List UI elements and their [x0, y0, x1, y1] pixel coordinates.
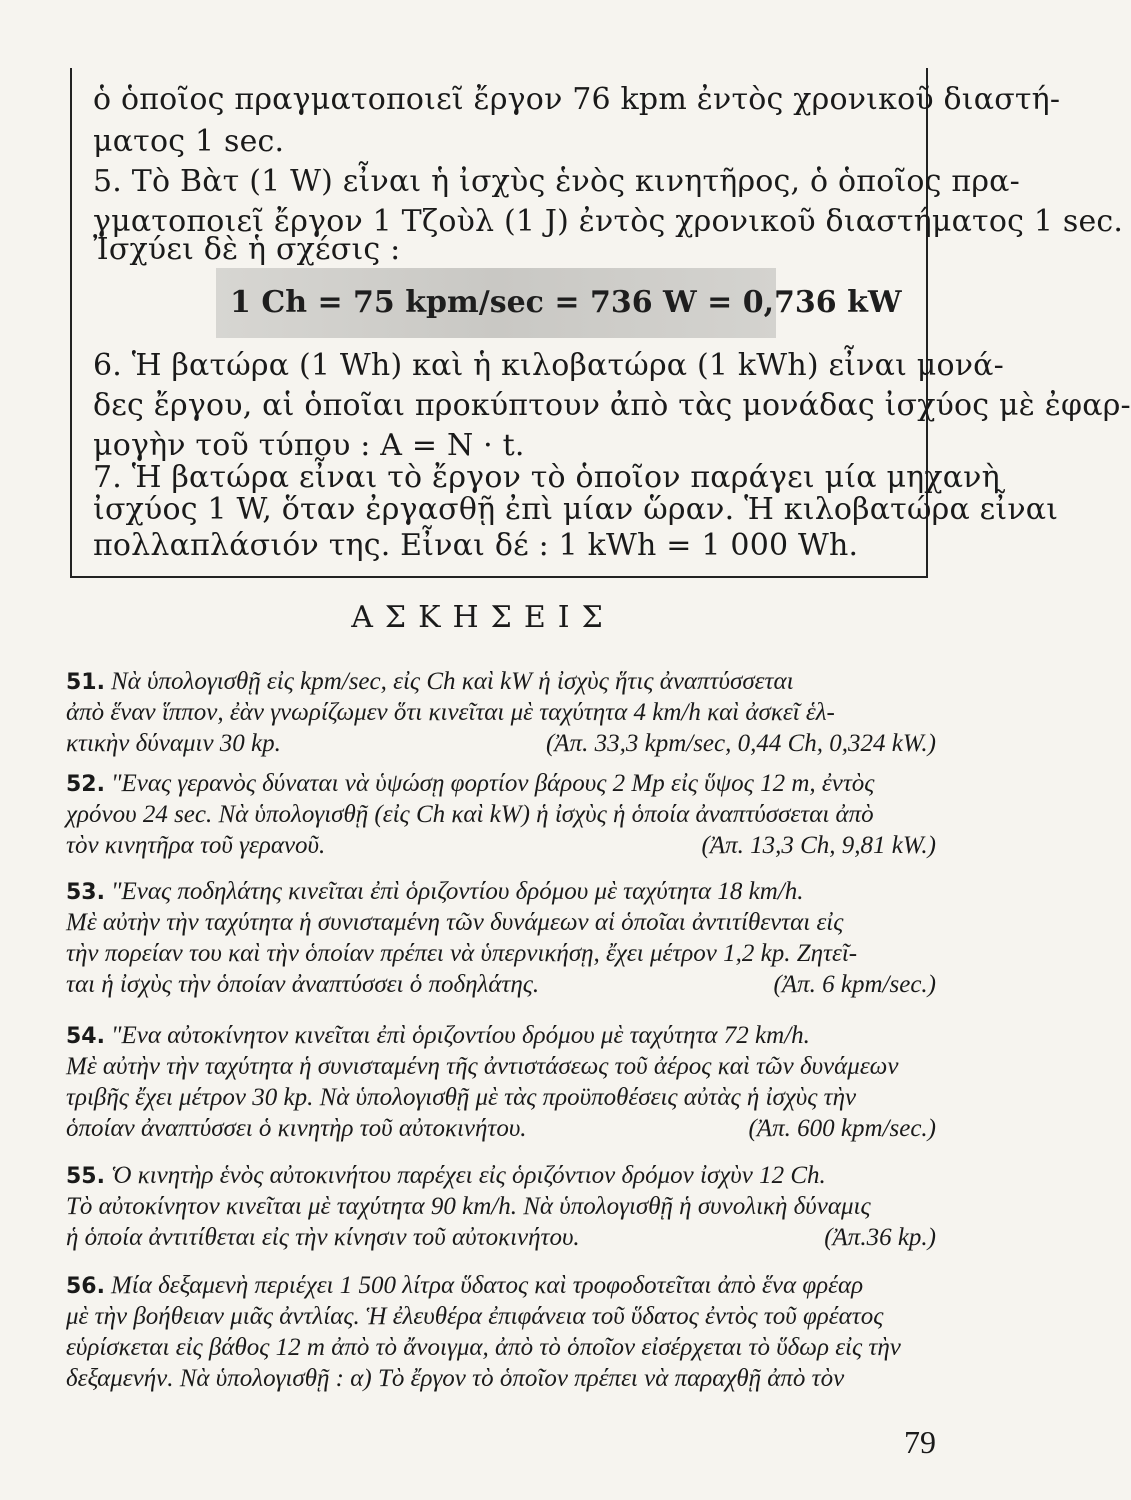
box-line: πολλαπλάσιόν της. Εἶναι δέ : 1 kWh = 1 000 Wh.: [93, 528, 859, 563]
exercise-text: δεξαμενήν. Νὰ ὑπολογισθῇ : α) Τὸ ἔργον τὸ ὁποῖον πρέπει νὰ παραχθῇ ἀπὸ τὸν: [66, 1365, 845, 1392]
exercise-number: 54.: [66, 1024, 105, 1049]
exercise-56: [66, 1270, 936, 1394]
box-line: 6. Ἡ βατώρα (1 Wh) καὶ ἡ κιλοβατώρα (1 kWh) εἶναι μονά-: [93, 348, 1004, 383]
exercise-53: [66, 876, 936, 1000]
exercise-text: Νὰ ὑπολογισθῇ εἰς kpm/sec, εἰς Ch καὶ kW ἡ ἰσχὺς ἥτις ἀναπτύσσεται: [110, 668, 794, 695]
exercise-text: μὲ τὴν βοήθειαν μιᾶς ἀντλίας. Ἡ ἐλευθέρα ἐπιφάνεια τοῦ ὕδατος ἐντὸς τοῦ φρέατος: [66, 1303, 884, 1330]
exercise-text: ται ἡ ἰσχὺς τὴν ὁποίαν ἀναπτύσσει ὁ ποδηλάτης.: [66, 971, 540, 998]
box-line: 5. Τὸ Βὰτ (1 W) εἶναι ἡ ἰσχὺς ἑνὸς κινητῆρος, ὁ ὁποῖος πρα-: [93, 164, 1020, 199]
exercise-text: τριβῆς ἔχει μέτρον 30 kp. Νὰ ὑπολογισθῇ μὲ τὰς προϋποθέσεις αὐτὰς ἡ ἰσχὺς τὴν: [66, 1084, 857, 1111]
exercise-text: εὑρίσκεται εἰς βάθος 12 m ἀπὸ τὸ ἄνοιγμα, ἀπὸ τὸ ὁποῖον εἰσέρχεται τὸ ὕδωρ εἰς τὴν: [66, 1334, 901, 1361]
exercise-answer: (Ἀπ. 33,3 kpm/sec, 0,44 Ch, 0,324 kW.): [545, 730, 936, 757]
box-line: 7. Ἡ βατώρα εἶναι τὸ ἔργον τὸ ὁποῖον παράγει μία μηχανὴ: [93, 460, 1000, 495]
exercise-text: Μὲ αὐτὴν τὴν ταχύτητα ἡ συνισταμένη τῶν δυνάμεων αἱ ὁποῖαι ἀντιτίθενται εἰς: [66, 909, 844, 936]
exercise-text: ὁποίαν ἀναπτύσσει ὁ κινητὴρ τοῦ αὐτοκινήτου.: [66, 1115, 527, 1142]
exercise-text: ἀπὸ ἕναν ἵππον, ἐὰν γνωρίζωμεν ὅτι κινεῖται μὲ ταχύτητα 4 km/h καὶ ἀσκεῖ ἑλ-: [66, 699, 835, 726]
exercise-text: "Ενας ποδηλάτης κινεῖται ἐπὶ ὁριζοντίου δρόμου μὲ ταχύτητα 18 km/h.: [110, 878, 804, 905]
exercise-text: κτικὴν δύναμιν 30 kp.: [66, 730, 281, 757]
box-line: μογὴν τοῦ τύπου : A = N · t.: [93, 428, 525, 463]
box-line: ματος 1 sec.: [93, 124, 285, 159]
exercise-text: "Ενα αὐτοκίνητον κινεῖται ἐπὶ ὁριζοντίου δρόμου μὲ ταχύτητα 72 km/h.: [110, 1022, 810, 1049]
exercise-number: 52.: [66, 772, 105, 797]
exercise-answer: (Ἀπ.36 kp.): [824, 1224, 936, 1251]
exercise-text: χρόνου 24 sec. Νὰ ὑπολογισθῇ (εἰς Ch καὶ kW) ἡ ἰσχὺς ἡ ὁποία ἀναπτύσσεται ἀπὸ: [66, 801, 874, 828]
exercise-text: Μία δεξαμενὴ περιέχει 1 500 λίτρα ὕδατος καὶ τροφοδοτεῖται ἀπὸ ἕνα φρέαρ: [110, 1272, 864, 1299]
box-line: γματοποιεῖ ἔργον 1 Τζοὺλ (1 J) ἐντὸς χρονικοῦ διαστήματος 1 sec.: [93, 204, 1124, 239]
exercise-number: 51.: [66, 670, 105, 695]
exercise-text: ἡ ὁποία ἀντιτίθεται εἰς τὴν κίνησιν τοῦ αὐτοκινήτου.: [66, 1224, 580, 1251]
exercises-heading: ΑΣΚΗΣΕΙΣ: [351, 600, 615, 635]
exercise-number: 55.: [66, 1164, 105, 1189]
power-formula: 1 Ch = 75 kpm/sec = 736 W = 0,736 kW: [216, 268, 776, 338]
exercise-answer: (Ἀπ. 600 kpm/sec.): [748, 1115, 936, 1142]
exercise-number: 56.: [66, 1274, 105, 1299]
exercise-answer: (Ἀπ. 13,3 Ch, 9,81 kW.): [701, 832, 936, 859]
exercise-answer: (Ἀπ. 6 kpm/sec.): [773, 971, 936, 998]
box-line: ὁ ὁποῖος πραγματοποιεῖ ἔργον 76 kpm ἐντὸς χρονικοῦ διαστή-: [93, 82, 1061, 117]
exercise-52: [66, 768, 936, 861]
exercise-text: Τὸ αὐτοκίνητον κινεῖται μὲ ταχύτητα 90 km/h. Νὰ ὑπολογισθῇ ἡ συνολικὴ δύναμις: [66, 1193, 871, 1220]
box-line: Ἰσχύει δὲ ἡ σχέσις :: [93, 232, 401, 267]
exercise-text: "Ενας γερανὸς δύναται νὰ ὑψώσῃ φορτίον βάρους 2 Mp εἰς ὕψος 12 m, ἐντὸς: [110, 770, 875, 797]
exercise-text: Ὁ κινητὴρ ἑνὸς αὐτοκινήτου παρέχει εἰς ὁριζόντιον δρόμον ἰσχὺν 12 Ch.: [110, 1162, 826, 1189]
exercise-text: τὸν κινητῆρα τοῦ γερανοῦ.: [66, 832, 326, 859]
box-line: ἰσχύος 1 W, ὅταν ἐργασθῇ ἐπὶ μίαν ὥραν. Ἡ κιλοβατώρα εἶναι: [93, 492, 1059, 527]
exercise-text: τὴν πορείαν του καὶ τὴν ὁποίαν πρέπει νὰ ὑπερνικήσῃ, ἔχει μέτρον 1,2 kp. Ζητεῖ-: [66, 940, 858, 967]
page-number: 79: [904, 1424, 936, 1460]
exercise-51: [66, 666, 936, 759]
exercise-54: [66, 1020, 936, 1144]
exercise-number: 53.: [66, 880, 105, 905]
exercise-55: [66, 1160, 936, 1253]
exercise-text: Μὲ αὐτὴν τὴν ταχύτητα ἡ συνισταμένη τῆς ἀντιστάσεως τοῦ ἀέρος καὶ τῶν δυνάμεων: [66, 1053, 899, 1080]
box-line: δες ἔργου, αἱ ὁποῖαι προκύπτουν ἀπὸ τὰς μονάδας ἰσχύος μὲ ἐφαρ-: [93, 388, 1131, 423]
